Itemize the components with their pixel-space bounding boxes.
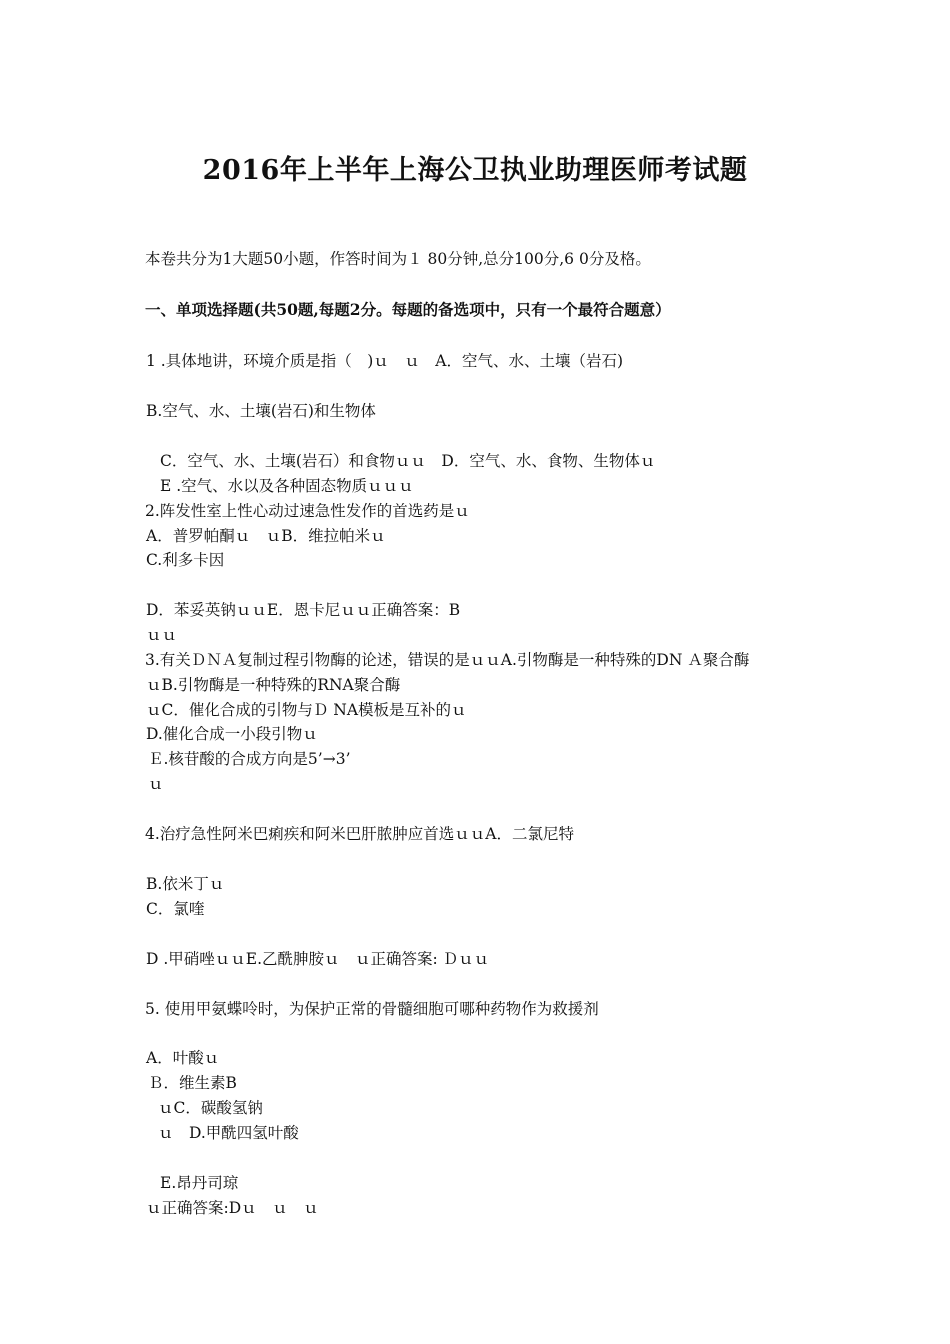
question-1-options-cd: C．空气、水、土壤(岩石）和食物ｕｕ D．空气、水、食物、生物体ｕ <box>160 452 656 470</box>
question-2-options-de-answer: D．苯妥英钠ｕｕE．恩卡尼ｕｕ正确答案：B <box>146 601 461 619</box>
question-4-options-de-answer: D .甲硝唑ｕｕE.乙酰胂胺ｕ ｕ正确答案: Ｄｕｕ <box>146 950 490 968</box>
question-1-option-b: B.空气、水、土壤(岩石)和生物体 <box>146 402 376 420</box>
question-4-option-b: B.依米丁ｕ <box>146 875 225 893</box>
question-4-option-c: C．氯喹 <box>146 900 205 918</box>
question-5-option-b: Ｂ．维生素B <box>148 1074 237 1092</box>
question-5: 5. 使用甲氨蝶呤时，为保护正常的骨髓细胞可哪种药物作为救援剂 <box>145 1000 599 1018</box>
question-4: 4.治疗急性阿米巴痢疾和阿米巴肝脓肿应首选ｕｕA．二氯尼特 <box>145 825 574 843</box>
section-heading: 一、单项选择题(共50题,每题2分。每题的备选项中，只有一个最符合题意） <box>145 300 671 319</box>
question-3-option-c: ｕC．催化合成的引物与Ｄ NA模板是互补的ｕ <box>146 701 467 719</box>
question-3-option-b: ｕB.引物酶是一种特殊的RNA聚合酶 <box>146 676 401 694</box>
question-5-option-c: ｕC．碳酸氢钠 <box>158 1099 263 1117</box>
question-3-trailing: ｕ <box>148 775 164 793</box>
question-5-option-e: E.昂丹司琼 <box>160 1174 239 1192</box>
page-title: 2016年上半年上海公卫执业助理医师考试题 <box>202 155 748 186</box>
question-2-option-c: C.利多卡因 <box>146 551 225 569</box>
question-3: 3.有关ＤＮＡ复制过程引物酶的论述，错误的是ｕｕA.引物酶是一种特殊的DN Ａ聚合酶 <box>145 651 750 669</box>
question-5-option-d: ｕ D.甲酰四氢叶酸 <box>158 1124 299 1142</box>
question-3-option-d: D.催化合成一小段引物ｕ <box>146 725 318 743</box>
question-1: 1 .具体地讲，环境介质是指（ )ｕ ｕ A．空气、水、土壤（岩石) <box>146 352 624 370</box>
question-5-option-a: A．叶酸ｕ <box>146 1049 220 1067</box>
exam-intro: 本卷共分为1大题50小题，作答时间为１ 80分钟,总分100分,6 0分及格。 <box>145 250 651 268</box>
question-2-options-ab: A．普罗帕酮ｕ ｕB．维拉帕米ｕ <box>146 527 386 545</box>
question-5-answer: ｕ正确答案:Dｕ ｕ ｕ <box>146 1199 319 1217</box>
question-1-option-e: E .空气、水以及各种固态物质ｕｕｕ <box>160 477 414 495</box>
question-2: 2.阵发性室上性心动过速急性发作的首选药是ｕ <box>145 502 470 520</box>
question-3-option-e: Ｅ.核苷酸的合成方向是5’→3’ <box>148 750 351 768</box>
question-2-trailing: ｕｕ <box>146 626 178 644</box>
